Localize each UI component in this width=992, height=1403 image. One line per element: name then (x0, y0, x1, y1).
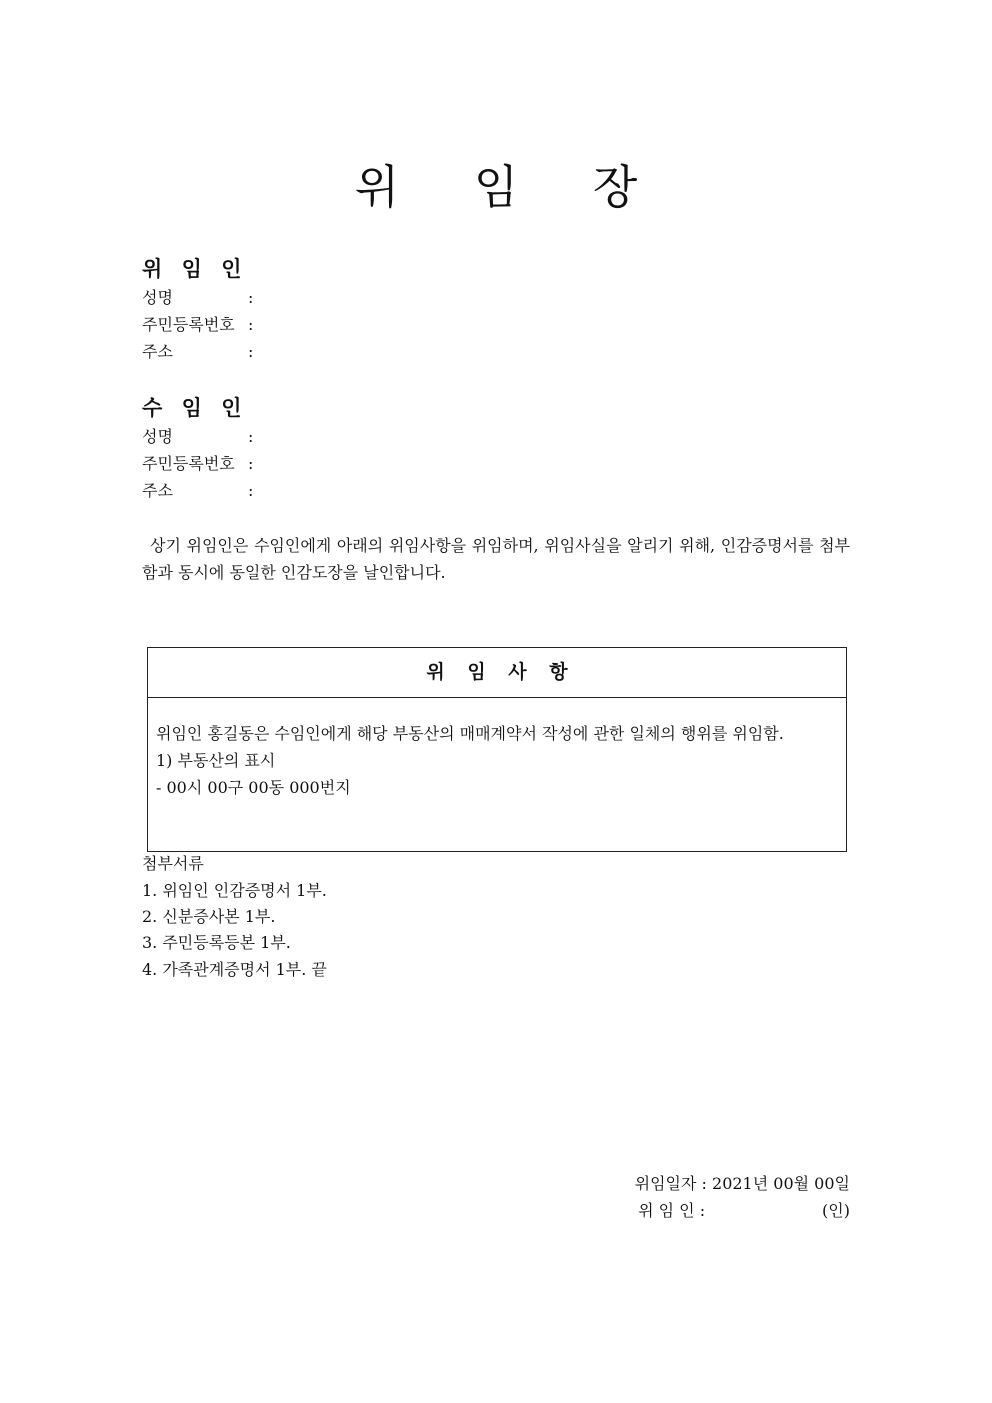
delegator-name-label: 성명 (142, 288, 173, 307)
delegatee-heading: 수 임 인 (142, 395, 248, 420)
delegatee-address-colon: : (248, 481, 254, 500)
attachments-title: 첨부서류 (142, 854, 204, 873)
attachment-item: 1. 위임인 인감증명서 1부. (142, 881, 327, 900)
delegatee-address-label: 주소 (142, 481, 173, 500)
delegatee-name-colon: : (248, 427, 254, 446)
delegator-rrn-colon: : (248, 315, 254, 334)
delegator-address-row (142, 339, 253, 365)
delegatee-rrn-colon: : (248, 454, 254, 473)
delegator-rrn-row (142, 312, 253, 338)
delegator-heading: 위 임 인 (142, 256, 248, 281)
delegated-matters-body (148, 698, 846, 801)
attachment-item: 4. 가족관계증명서 1부. 끝 (142, 960, 327, 979)
page-title: 위 임 장 (354, 160, 668, 214)
matters-description: 위임인 홍길동은 수임인에게 해당 부동산의 매매계약서 작성에 관한 일체의 행위를 위임함. (156, 724, 784, 743)
delegatee-name-row (142, 424, 253, 450)
statement-paragraph: 상기 위임인은 수임인에게 아래의 위임사항을 위임하며, 위임사실을 알리기 위해, 인감증명서를 첨부함과 동시에 동일한 인감도장을 날인합니다. (142, 536, 850, 582)
delegation-date: 위임일자 : 2021년 00월 00일 (634, 1174, 850, 1193)
attachment-item: 3. 주민등록등본 1부. (142, 933, 291, 952)
property-label: 1) 부동산의 표시 (156, 751, 276, 770)
delegator-address-colon: : (248, 342, 254, 361)
delegator-name-row (142, 285, 253, 311)
attachment-item: 2. 신분증사본 1부. (142, 907, 276, 926)
delegator-rrn-label: 주민등록번호 (142, 315, 235, 334)
delegated-matters-box (147, 647, 847, 852)
delegatee-rrn-label: 주민등록번호 (142, 454, 235, 473)
delegator-signature-line: 위 임 인 : (인) (638, 1201, 850, 1220)
delegator-name-colon: : (248, 288, 254, 307)
delegatee-name-label: 성명 (142, 427, 173, 446)
delegator-address-label: 주소 (142, 342, 173, 361)
delegated-matters-header: 위 임 사 항 (148, 648, 846, 698)
property-address: - 00시 00구 00동 000번지 (156, 778, 351, 797)
delegatee-address-row (142, 478, 253, 504)
delegatee-rrn-row (142, 451, 253, 477)
